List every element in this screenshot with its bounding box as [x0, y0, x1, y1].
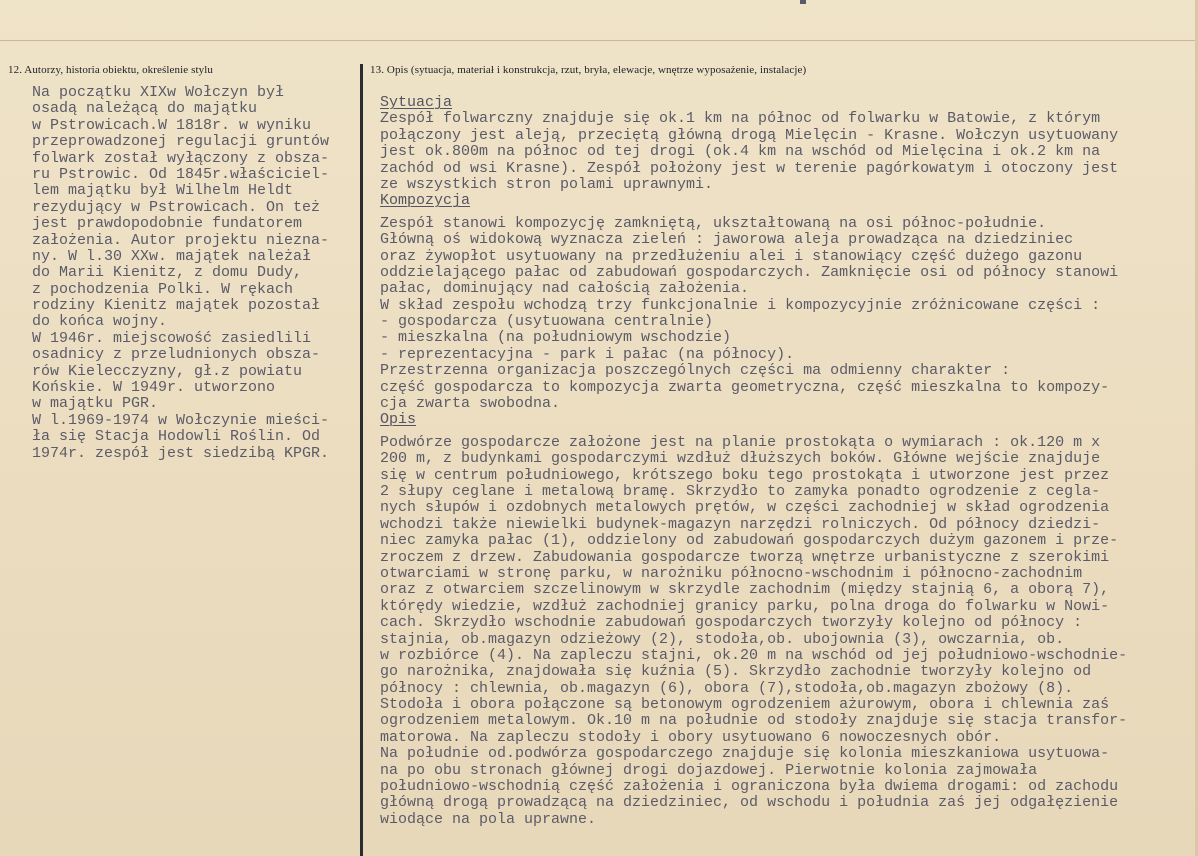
text-line: ru Pstrowic. Od 1845r.właściciel- — [32, 166, 330, 183]
kompozycja-text — [380, 216, 1180, 413]
text-line: w rozbiórce (4). Na zapleczu stajni, ok.20 m na wschód od jej południowo-wschodnie- — [380, 647, 1128, 664]
text-line: Na południe od.podwórza gospodarczego znajduje się kolonia mieszkaniowa usytuowa- — [380, 746, 1110, 763]
text-line: go narożnika, znajdowała się kuźnia (5). Skrzydło zachodnie tworzyły kolejno od — [380, 664, 1092, 681]
text-line: ze wszystkich stron polami uprawnymi. — [380, 176, 714, 193]
text-line: połączony jest aleją, przeciętą główną drogą Mielęcin - Krasne. Wołczyn usytuowany — [380, 127, 1119, 144]
text-line: w majątku PGR. — [32, 396, 159, 413]
text-line: 1974r. zespół jest siedzibą KPGR. — [32, 445, 330, 462]
text-line: zroczem z drzew. Zabudowania gospodarcze tworzą wnętrze urbanistyczne z szerokimi — [380, 549, 1110, 566]
text-line: stajnia, ob.magazyn odzieżowy (2), stodoła,ob. ubojownia (3), owczarnia, ob. — [380, 631, 1065, 648]
text-line: przeprowadzonej regulacji gruntów — [32, 134, 330, 151]
text-line: Główną oś widokową wyznacza zieleń : jaworowa aleja prowadząca na dziedziniec — [380, 232, 1074, 249]
text-line: w Pstrowicach.W 1818r. w wyniku — [32, 117, 312, 134]
ink-mark — [800, 0, 806, 4]
text-line: ny. W l.30 XXw. majątek należał — [32, 248, 312, 265]
text-line: zachód od wsi Krasne). Zespół położony jest w terenie pagórkowatym i otoczony jest — [380, 160, 1119, 177]
text-line: rezydujący w Pstrowicach. On też — [32, 199, 321, 216]
text-line: jest prawdopodobnie fundatorem — [32, 216, 303, 233]
text-line: którędy wiedzie, wzdłuż zachodniej granicy parku, polna droga do folwarku w Nowi- — [380, 598, 1110, 615]
description-column — [380, 95, 1180, 828]
text-line: główną drogą prowadzącą na dziedziniec, od wschodu i południa zaś jej odgałęzienie — [380, 795, 1119, 812]
text-line: Zespół folwarczny znajduje się ok.1 km na północ od folwarku w Batowie, z którym — [380, 111, 1101, 128]
text-line: część gospodarcza to kompozycja zwarta geometryczna, część mieszkalna to kompozy- — [380, 379, 1110, 396]
subheading-sytuacja: Sytuacja — [380, 95, 453, 111]
text-line: jest ok.800m na północ od tej drogi (ok.4 km na wschód od Mielęcina i ok.2 km na — [380, 144, 1101, 161]
text-line: nych słupów i ozdobnych metalowych prętów, w części zachodniej w skład ogrodzenia — [380, 500, 1110, 517]
text-line: matorowa. Na zapleczu stodoły i obory usytuowano 6 nowoczesnych obór. — [380, 729, 1002, 746]
text-line: Podwórze gospodarcze założone jest na planie prostokąta o wymiarach : ok.120 m x — [380, 434, 1101, 451]
text-line: Końskie. W 1949r. utworzono — [32, 380, 276, 397]
text-line: W skład zespołu wchodzą trzy funkcjonalnie i kompozycyjnie zróżnicowane części : — [380, 297, 1101, 314]
text-line: ła się Stacja Hodowli Roślin. Od — [32, 429, 321, 446]
text-line: ogrodzeniem metalowym. Ok.10 m na południe od stodoły znajduje się stacja transfor- — [380, 713, 1128, 730]
text-line: oraz żywopłot usytuowany na przedłużeniu alei i stanowiący część dużego gazonu — [380, 248, 1083, 265]
section-13-heading: 13. Opis (sytuacja, materiał i konstrukcja, rzut, bryła, elewacje, wnętrze wyposażenie, instalacje) — [370, 64, 807, 76]
sytuacja-text — [380, 111, 1180, 193]
text-line: cja zwarta swobodna. — [380, 396, 561, 413]
text-line: północy : chlewnia, ob.magazyn (6), obora (7),stodoła,ob.magazyn zbożowy (8). — [380, 680, 1074, 697]
text-line: pałac, dominujący nad całością założenia. — [380, 281, 750, 298]
text-line: rodziny Kienitz majątek pozostał — [32, 298, 321, 315]
text-line: 200 m, z budynkami gospodarczymi wzdłuż dłuższych boków. Główne wejście znajduje — [380, 451, 1101, 468]
text-line: wchodzi także niewielki budynek-magazyn narzędzi rolniczych. Od północy dziedzi- — [380, 516, 1101, 533]
text-line: się w centrum południowego, krótszego boku tego prostokąta i utworzone jest przez — [380, 467, 1110, 484]
text-line: Na początku XIXw Wołczyn był — [32, 85, 285, 101]
text-line: Stodoła i obora połączone są betonowym ogrodzeniem ażurowym, obora i chlewnia zaś — [380, 697, 1110, 714]
text-line: założenia. Autor projektu niezna- — [32, 232, 330, 249]
text-line: cach. Skrzydło wschodnie zabudowań gospodarczych tworzyły kolejno od północy : — [380, 615, 1083, 632]
opis-text — [380, 435, 1180, 828]
text-line: niec zamyka pałac (1), oddzielony od zabudowań gospodarczych dużym gazonem i prze- — [380, 533, 1119, 550]
text-line: do Marii Kienitz, z domu Dudy, — [32, 265, 303, 282]
text-line: osadą należącą do majątku — [32, 101, 258, 118]
text-line: - gospodarcza (usytuowana centralnie) — [380, 314, 714, 331]
text-line: z pochodzenia Polki. W rękach — [32, 281, 294, 298]
text-line: Przestrzenna organizacja poszczególnych części ma odmienny charakter : — [380, 363, 1011, 380]
subheading-opis: Opis — [380, 412, 417, 429]
header-rule — [0, 40, 1198, 41]
text-line: - reprezentacyjna - park i pałac (na północy). — [380, 346, 795, 363]
text-line: W l.1969-1974 w Wołczynie mieści- — [32, 412, 330, 429]
section-12-heading: 12. Autorzy, historia obiektu, określenie stylu — [8, 64, 214, 76]
text-line: - mieszkalna (na południowym wschodzie) — [380, 330, 732, 347]
text-line: 2 słupy ceglane i metalową bramę. Skrzydło to zamyka ponadto ogrodzenie z cegla- — [380, 483, 1101, 500]
text-line: Zespół stanowi kompozycję zamkniętą, ukształtowaną na osi północ-południe. — [380, 215, 1047, 232]
text-line: W 1946r. miejscowość zasiedlili — [32, 330, 312, 347]
subheading-kompozycja: Kompozycja — [380, 193, 471, 210]
history-column — [32, 85, 362, 462]
text-line: oddzielającego pałac od zabudowań gospodarczych. Zamknięcie osi od północy stanowi — [380, 264, 1119, 281]
top-border — [0, 0, 1198, 41]
text-line: wiodące na pola uprawne. — [380, 811, 597, 828]
text-line: osadnicy z przeludnionych obsza- — [32, 347, 321, 364]
text-line: oraz z otwarciem szczelinowym w skrzydle zachodnim (między stajnią 6, a oborą 7), — [380, 582, 1110, 599]
text-line: do końca wojny. — [32, 314, 168, 331]
text-line: lem majątku był Wilhelm Heldt — [32, 183, 294, 200]
text-line: folwark został wyłączony z obsza- — [32, 150, 330, 167]
text-line: południowo-wschodnią część założenia i ograniczona była dwiema drogami: od zachodu — [380, 779, 1119, 796]
text-line: na po obu stronach głównej drogi dojazdowej. Pierwotnie kolonia zajmowała — [380, 762, 1038, 779]
text-line: otwarciami w stronę parku, w narożniku północno-wschodnim i północno-zachodnim — [380, 565, 1083, 582]
text-line: rów Kielecczyzny, gł.z powiatu — [32, 363, 303, 380]
